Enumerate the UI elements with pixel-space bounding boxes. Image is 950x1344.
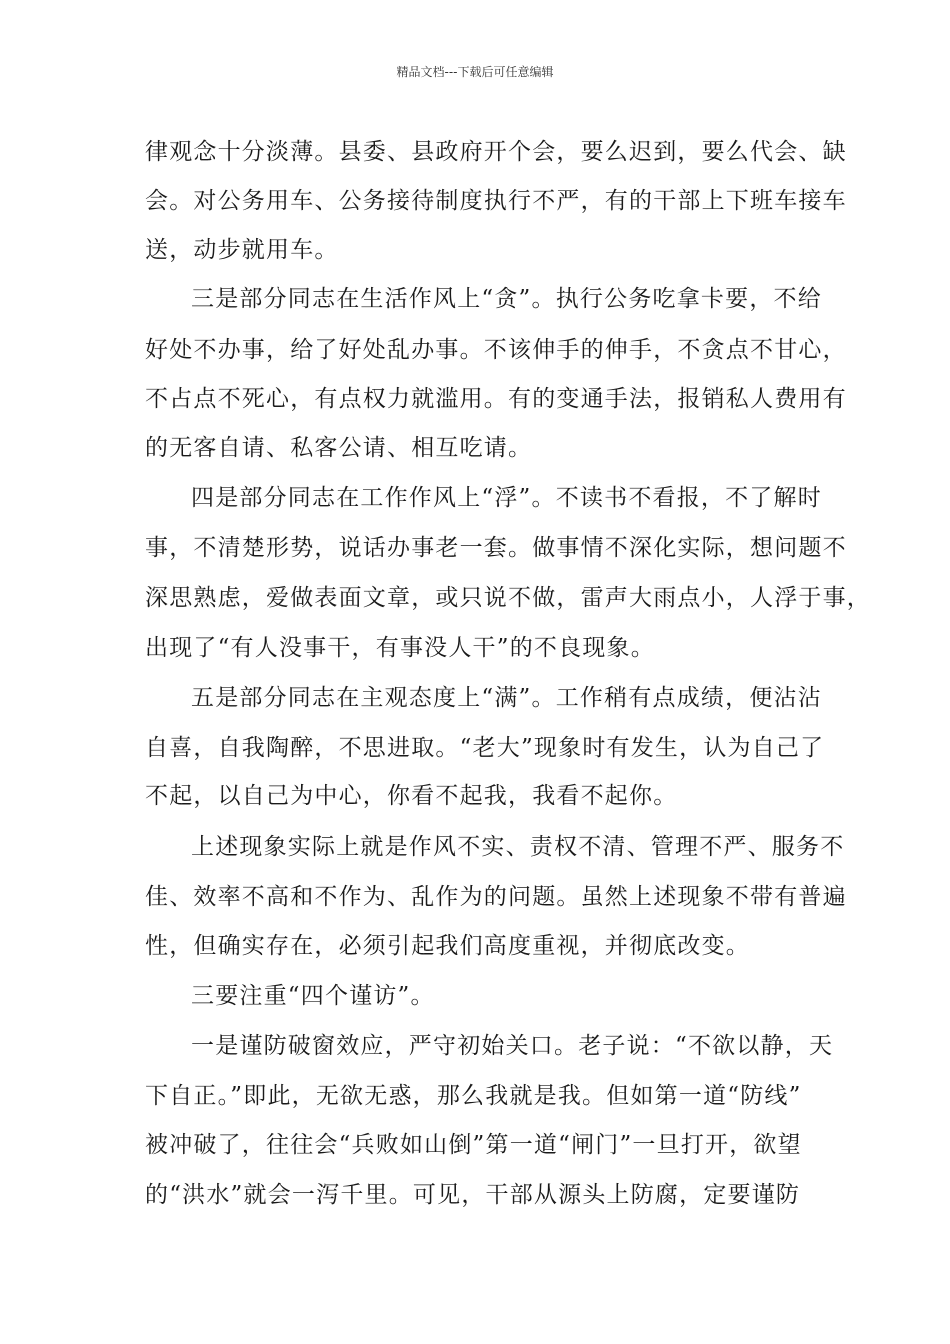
text-line: 被冲破了，往往会“兵败如山倒”第一道“闸门”一旦打开，欲望 [145,1132,802,1158]
text-line: 不起，以自己为中心，你看不起我，我看不起你。 [145,783,678,809]
text-line: 的无客自请、私客公请、相互吃请。 [145,435,533,461]
paragraph-start-line: 五是部分同志在主观态度上“满”。工作稍有点成绩，便沾沾 [191,685,822,711]
text-line: 事，不清楚形势，说话办事老一套。做事情不深化实际，想问题不 [145,535,847,561]
text-line: 送，动步就用车。 [145,237,339,263]
text-line: 出现了“有人没事干，有事没人干”的不良现象。 [145,635,655,661]
text-line: 自喜，自我陶醉，不思进取。“老大”现象时有发生，认为自己了 [145,735,825,761]
text-line: 会。对公务用车、公务接待制度执行不严，有的干部上下班车接车 [145,188,847,214]
text-line: 性，但确实存在，必须引起我们高度重视，并彻底改变。 [145,933,750,959]
text-line: 不占点不死心，有点权力就滥用。有的变通手法，报销私人费用有 [145,386,847,412]
text-line: 的“洪水”就会一泻千里。可见，干部从源头上防腐，定要谨防 [145,1182,801,1208]
text-line: 深思熟虑，爱做表面文章，或只说不做，雷声大雨点小，人浮于事， [145,585,871,611]
text-line: 好处不办事，给了好处乱办事。不该伸手的伸手，不贪点不甘心， [145,337,847,363]
paragraph-start-line: 上述现象实际上就是作风不实、责权不清、管理不严、服务不 [191,834,845,860]
page-header: 精品文档---下载后可任意编辑 [396,65,554,79]
section-heading: 三要注重“四个谨访”。 [191,983,435,1009]
paragraph-start-line: 三是部分同志在生活作风上“贪”。执行公务吃拿卡要，不给 [191,286,822,312]
text-line: 律观念十分淡薄。县委、县政府开个会，要么迟到，要么代会、缺 [145,139,847,165]
paragraph-start-line: 一是谨防破窗效应，严守初始关口。老子说：“不欲以静，天 [191,1033,834,1059]
text-line: 佳、效率不高和不作为、乱作为的问题。虽然上述现象不带有普遍 [145,884,847,910]
text-line: 下自正。”即此，无欲无惑，那么我就是我。但如第一道“防线” [145,1083,802,1109]
paragraph-start-line: 四是部分同志在工作作风上“浮”。不读书不看报，不了解时 [191,485,822,511]
